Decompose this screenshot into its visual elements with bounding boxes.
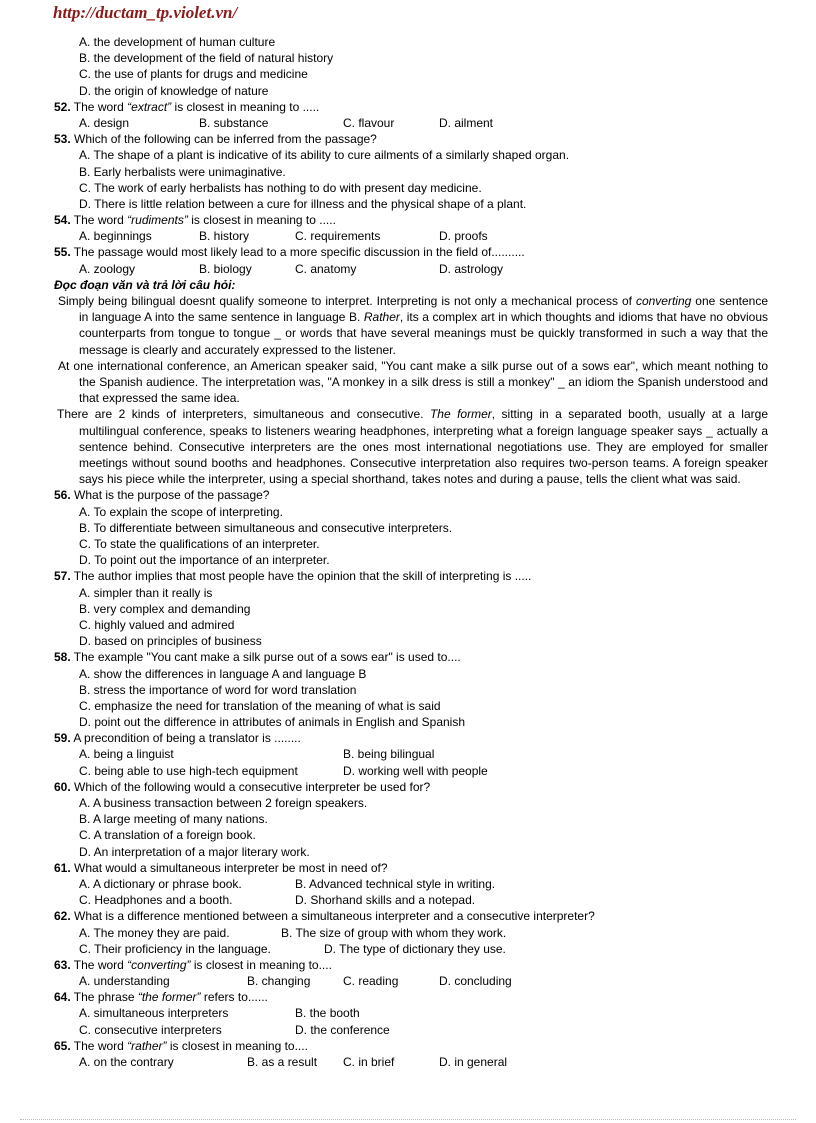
- passage-text: one sentence in language A into the same sentence in language B.: [79, 294, 768, 325]
- question-59: [54, 730, 768, 746]
- question-text: The word: [70, 99, 128, 114]
- option-c: C. emphasize the need for translation of the meaning of what is said: [79, 698, 441, 713]
- question-text: The phrase: [70, 990, 138, 1005]
- option-d: D. the conference: [295, 1022, 390, 1037]
- option-a: A. simpler than it really is: [79, 585, 213, 600]
- top-option-b: B. the development of the field of natural history: [79, 51, 334, 66]
- option-c: C. Their proficiency in the language.: [79, 941, 271, 956]
- question-52-options: [54, 115, 768, 131]
- question-number: 55.: [54, 245, 71, 260]
- option-b: B. stress the importance of word for word translation: [79, 682, 357, 697]
- option-d: D. in general: [439, 1055, 508, 1069]
- option-b: B. as a result: [247, 1055, 318, 1069]
- option-a: A. The shape of a plant is indicative of its ability to cure ailments of a similarly shaped organ.: [79, 148, 570, 163]
- question-62-options-row-2: [54, 941, 768, 957]
- passage-text: Simply being bilingual doesnt qualify someone to interpret. Interpreting is not only a mechanical process of: [58, 294, 636, 308]
- passage-paragraph-1: [54, 293, 768, 358]
- option-a: A. understanding: [79, 974, 170, 989]
- question-number: 53.: [54, 132, 71, 147]
- question-65: [54, 1038, 768, 1054]
- question-term: “the former”: [137, 990, 201, 1005]
- question-63-options: [54, 973, 768, 989]
- question-term: “converting”: [127, 957, 191, 972]
- question-61-options-row-2: [54, 892, 768, 908]
- question-text: The passage would most likely lead to a more specific discussion in the field of..........: [70, 245, 525, 260]
- option-d: D. working well with people: [343, 763, 488, 778]
- question-65-options: [54, 1054, 768, 1070]
- header-url-link[interactable]: http://ductam_tp.violet.vn/: [53, 3, 238, 22]
- option-d: D. concluding: [439, 974, 512, 989]
- question-58: [54, 649, 768, 665]
- question-57: [54, 568, 768, 584]
- option-c: C. To state the qualifications of an interpreter.: [79, 537, 320, 551]
- question-64-options-row-1: [54, 1005, 768, 1021]
- option-d: D. ailment: [439, 115, 494, 130]
- question-number: 65.: [54, 1038, 71, 1053]
- option-c: C. flavour: [343, 115, 395, 130]
- top-option-d: D. the origin of knowledge of nature: [79, 83, 269, 98]
- question-text: is closest in meaning to .....: [171, 99, 320, 114]
- option-a: A. A dictionary or phrase book.: [79, 876, 242, 891]
- question-number: 60.: [54, 779, 71, 794]
- option-a: A. To explain the scope of interpreting.: [79, 504, 283, 519]
- question-55-options: [54, 261, 768, 277]
- option-d: D. An interpretation of a major literary work.: [79, 844, 310, 859]
- question-59-options-row-1: [54, 746, 768, 762]
- option-c: C. reading: [343, 974, 399, 989]
- question-number: 56.: [54, 488, 71, 503]
- question-number: 54.: [54, 213, 71, 228]
- option-c: C. requirements: [295, 229, 381, 244]
- passage-term: Rather: [363, 310, 400, 325]
- question-56: [54, 487, 768, 503]
- option-c: C. consecutive interpreters: [79, 1022, 222, 1037]
- option-b: B. changing: [247, 974, 311, 989]
- question-text: is closest in meaning to....: [166, 1038, 308, 1053]
- option-d: D. There is little relation between a cure for illness and the physical shape of a plant.: [79, 196, 527, 211]
- top-option-a: A. the development of human culture: [79, 35, 276, 49]
- option-a: A. simultaneous interpreters: [79, 1006, 229, 1021]
- option-a: A. The money they are paid.: [79, 925, 230, 940]
- exam-content: [54, 34, 768, 1070]
- passage-term: The former: [429, 407, 492, 422]
- question-55: [54, 244, 768, 260]
- question-text: Which of the following can be inferred from the passage?: [70, 132, 377, 147]
- option-b: B. history: [199, 229, 250, 244]
- question-63: [54, 957, 768, 973]
- passage-text: There are 2 kinds of interpreters, simultaneous and consecutive.: [57, 407, 430, 422]
- option-b: B. biology: [199, 261, 252, 276]
- question-term: “extract”: [127, 99, 172, 114]
- option-a: A. design: [79, 115, 130, 130]
- question-62: [54, 908, 768, 924]
- question-number: 63.: [54, 957, 71, 972]
- option-d: D. proofs: [439, 229, 488, 244]
- passage-paragraph-2: At one international conference, an American speaker said, "You cant make a silk purse out of a sows ear", which meant nothing to the Spanish audience. The interpretation was, "A monkey in a silk dress is still a monkey" _ an idiom the Spanish understood and that expressed the same idea.: [58, 358, 768, 406]
- option-a: A. being a linguist: [79, 747, 174, 762]
- option-c: C. in brief: [343, 1055, 395, 1069]
- question-number: 59.: [54, 731, 71, 746]
- question-text: is closest in meaning to .....: [187, 213, 336, 228]
- question-64-options-row-2: [54, 1022, 768, 1038]
- option-a: A. beginnings: [79, 229, 152, 244]
- option-b: B. Advanced technical style in writing.: [295, 876, 496, 891]
- option-d: D. To point out the importance of an interpreter.: [79, 553, 330, 568]
- top-option-c: C. the use of plants for drugs and medicine: [79, 67, 308, 82]
- option-d: D. Shorhand skills and a notepad.: [295, 893, 476, 908]
- option-a: A. zoology: [79, 261, 136, 276]
- question-text: The author implies that most people have the opinion that the skill of interpreting is .....: [70, 569, 532, 584]
- question-number: 58.: [54, 650, 71, 665]
- question-term: “rather”: [127, 1038, 167, 1053]
- question-64: [54, 989, 768, 1005]
- option-c: C. The work of early herbalists has nothing to do with present day medicine.: [79, 180, 482, 195]
- question-61: [54, 860, 768, 876]
- question-text: The word: [70, 957, 128, 972]
- passage-paragraph-3: [54, 406, 768, 487]
- question-62-options-row-1: [54, 925, 768, 941]
- question-number: 64.: [54, 990, 71, 1005]
- option-c: C. highly valued and admired: [79, 617, 235, 632]
- question-text: is closest in meaning to....: [190, 957, 332, 972]
- question-text: What is a difference mentioned between a simultaneous interpreter and a consecutive interpreter?: [70, 909, 595, 924]
- question-number: 62.: [54, 909, 71, 924]
- question-53: [54, 131, 768, 147]
- option-c: C. Headphones and a booth.: [79, 893, 233, 908]
- passage-term: converting: [635, 294, 692, 308]
- question-number: 57.: [54, 569, 71, 584]
- question-number: 61.: [54, 860, 71, 875]
- question-text: refers to......: [200, 990, 268, 1005]
- option-b: B. being bilingual: [343, 747, 435, 762]
- question-term: “rudiments”: [127, 213, 188, 228]
- reading-section-title: Đọc đoạn văn và trả lời câu hỏi:: [54, 277, 236, 292]
- option-a: A. on the contrary: [79, 1055, 174, 1069]
- question-60: [54, 779, 768, 795]
- option-b: B. substance: [199, 115, 269, 130]
- option-d: D. point out the difference in attributes of animals in English and Spanish: [79, 715, 466, 730]
- question-text: The example "You cant make a silk purse out of a sows ear" is used to....: [70, 650, 461, 665]
- option-c: C. A translation of a foreign book.: [79, 828, 256, 843]
- question-54-options: [54, 228, 768, 244]
- option-a: A. A business transaction between 2 foreign speakers.: [79, 796, 368, 810]
- footer-divider: [20, 1119, 796, 1120]
- option-c: C. being able to use high-tech equipment: [79, 763, 298, 778]
- option-b: B. A large meeting of many nations.: [79, 812, 268, 827]
- passage-text: , its a complex art in which thoughts and idioms that have no obvious counterparts from tongue to tongue _ or words that have several meanings must be quickly transformed in such a way that the message is clearly and accurately expressed to the listener.: [79, 310, 768, 357]
- option-a: A. show the differences in language A and language B: [79, 666, 367, 681]
- question-text: What is the purpose of the passage?: [70, 488, 270, 503]
- option-c: C. anatomy: [295, 261, 357, 276]
- option-b: B. Early herbalists were unimaginative.: [79, 164, 286, 179]
- option-d: D. based on principles of business: [79, 634, 262, 649]
- option-b: B. the booth: [295, 1006, 360, 1021]
- question-text: A precondition of being a translator is ........: [70, 731, 301, 746]
- question-52: [54, 99, 768, 115]
- question-number: 52.: [54, 99, 71, 114]
- option-b: B. very complex and demanding: [79, 601, 251, 616]
- option-b: B. To differentiate between simultaneous and consecutive interpreters.: [79, 520, 453, 535]
- question-59-options-row-2: [54, 763, 768, 779]
- option-b: B. The size of group with whom they work.: [281, 925, 507, 940]
- question-text: The word: [70, 213, 128, 228]
- question-text: The word: [70, 1038, 128, 1053]
- question-54: [54, 212, 768, 228]
- passage-text: , sitting in a separated booth, usually at a large multilingual conference, speaks to listeners wearing headphones, interpreting what a foreign language speaker says _ actually a sentence behind. Consecutive interpreters are the ones most international negotiations use. They are employed for smaller meetings without sound booths and headphones. Consecutive interpretation also requires two-person teams. A foreign speaker says his piece while the interpreter, using a special shorthand, takes notes and during a pause, tells the client what was said.: [79, 407, 768, 487]
- question-61-options-row-1: [54, 876, 768, 892]
- question-text: What would a simultaneous interpreter be most in need of?: [70, 860, 388, 875]
- question-text: Which of the following would a consecutive interpreter be used for?: [70, 779, 431, 794]
- option-d: D. astrology: [439, 261, 504, 276]
- option-d: D. The type of dictionary they use.: [324, 941, 506, 956]
